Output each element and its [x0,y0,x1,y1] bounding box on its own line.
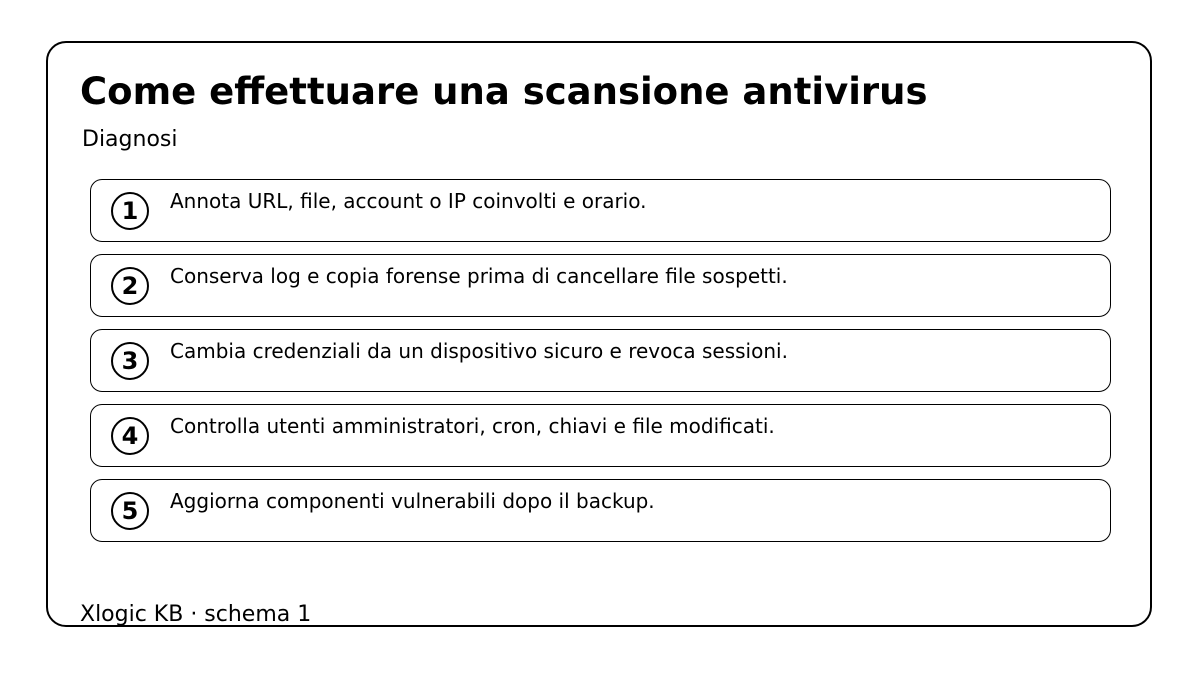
step-text: Controlla utenti amministratori, cron, chiavi e file modificati. [170,414,775,438]
step-number-badge: 4 [111,417,149,455]
step-item [90,254,1111,317]
step-list [90,179,1111,554]
step-item [90,404,1111,467]
step-item [90,479,1111,542]
step-text: Cambia credenziali da un dispositivo sicuro e revoca sessioni. [170,339,788,363]
page-title: Come effettuare una scansione antivirus [80,70,928,113]
step-text: Conserva log e copia forense prima di cancellare file sospetti. [170,264,788,288]
step-item [90,329,1111,392]
step-number-badge: 5 [111,492,149,530]
step-text: Aggiorna componenti vulnerabili dopo il backup. [170,489,655,513]
step-number-badge: 2 [111,267,149,305]
step-number-badge: 3 [111,342,149,380]
section-subtitle: Diagnosi [82,127,178,152]
footer-caption: Xlogic KB · schema 1 [80,602,312,627]
step-number-badge: 1 [111,192,149,230]
step-item [90,179,1111,242]
step-text: Annota URL, file, account o IP coinvolti e orario. [170,189,647,213]
